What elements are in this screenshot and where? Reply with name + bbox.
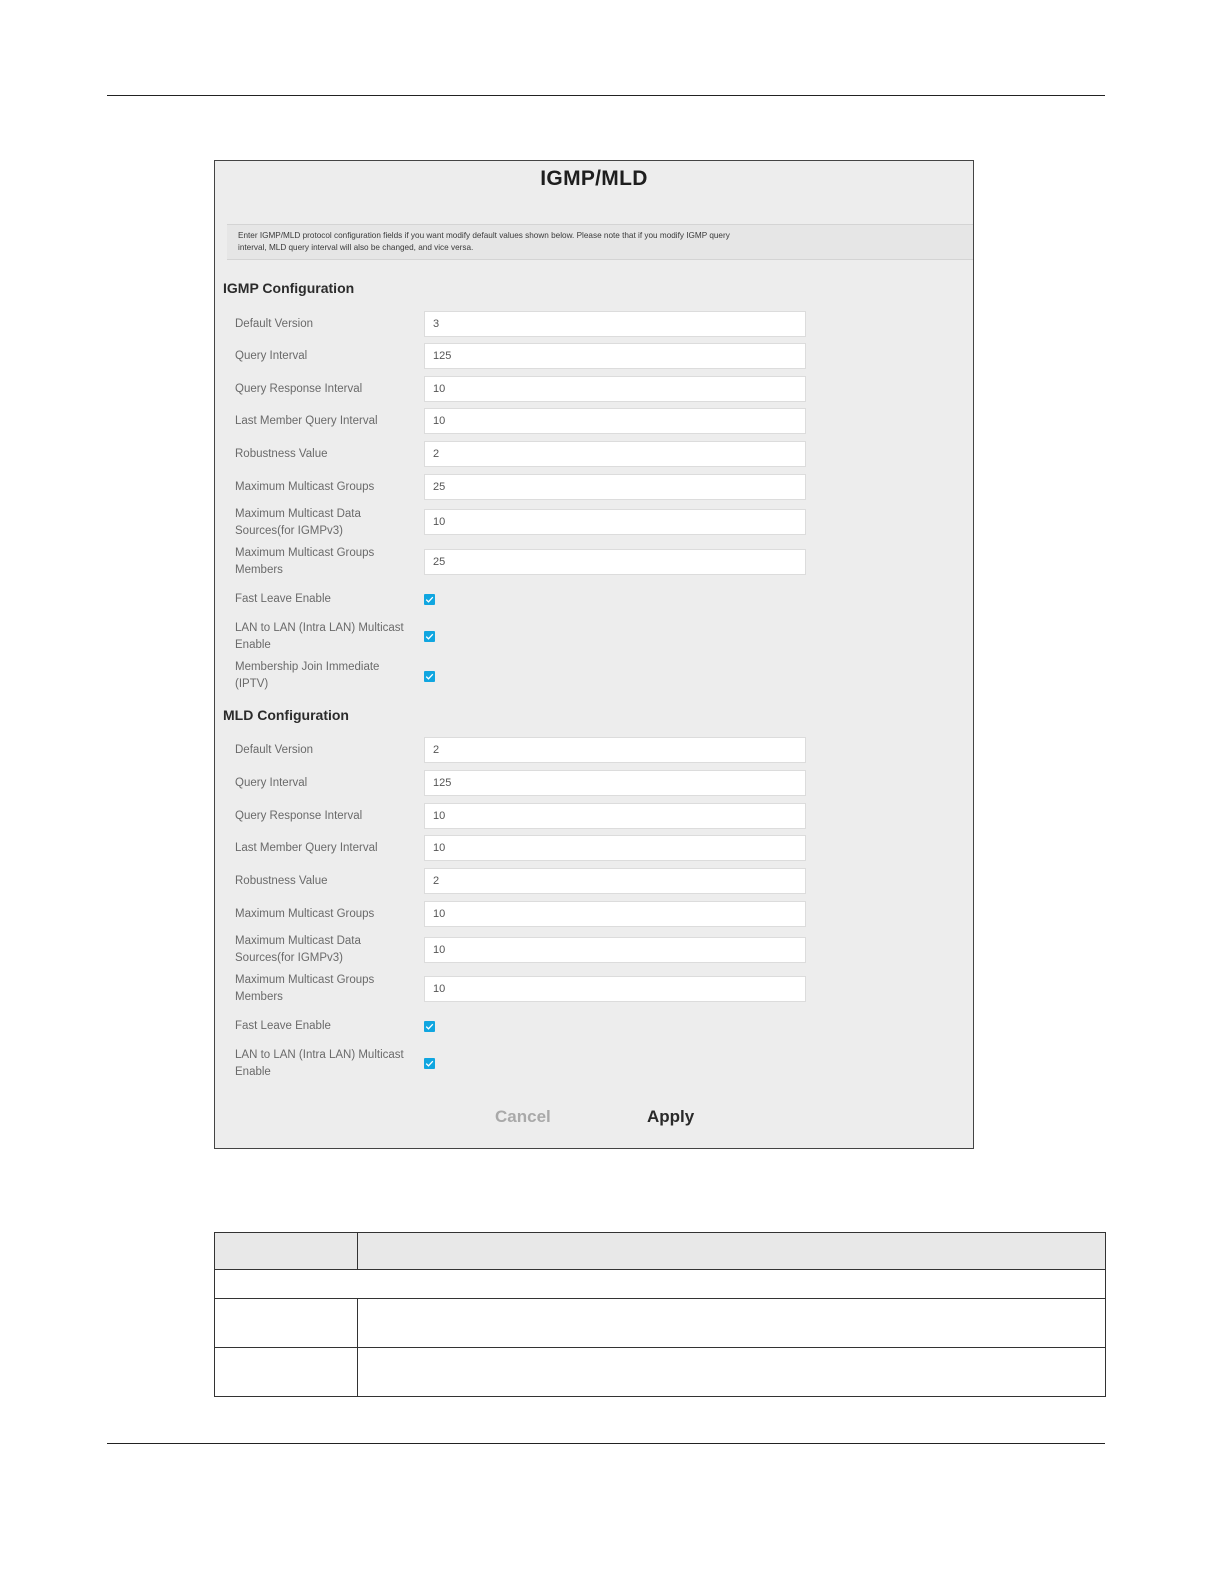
mld-robustness-value-input[interactable]: 2 — [424, 868, 806, 894]
field-label: Maximum Multicast Data Sources(for IGMPv3) — [235, 508, 361, 537]
description-table — [214, 1232, 1106, 1397]
field-label: Fast Leave Enable — [235, 593, 331, 605]
igmp-membership-join-checkbox[interactable] — [424, 671, 435, 682]
field-label: Robustness Value — [235, 875, 328, 887]
mld-default-version-input[interactable]: 2 — [424, 737, 806, 763]
igmp-last-member-query-interval-input[interactable]: 10 — [424, 408, 806, 434]
field-label: Query Interval — [235, 350, 308, 362]
igmp-section-title: IGMP Configuration — [223, 280, 355, 296]
table-divider — [357, 1233, 358, 1269]
info-note — [227, 224, 973, 260]
mld-query-response-interval-input[interactable]: 10 — [424, 803, 806, 829]
table-header-row — [215, 1233, 1105, 1270]
field-label: Last Member Query Interval — [235, 415, 378, 427]
mld-section-title: MLD Configuration — [223, 707, 349, 723]
cancel-button[interactable]: Cancel — [495, 1107, 551, 1126]
field-label: Maximum Multicast Data Sources(for IGMPv3) — [235, 935, 361, 964]
field-label: Query Interval — [235, 777, 308, 789]
field-label: Maximum Multicast Groups — [235, 908, 375, 920]
info-note-text: Enter IGMP/MLD protocol configuration fields if you want modify default values shown below. Please note that if you modify IGMP query interval, MLD query interval will also be changed, and vice versa. — [238, 231, 730, 252]
igmp-robustness-value-input[interactable]: 2 — [424, 441, 806, 467]
field-label: LAN to LAN (Intra LAN) Multicast Enable — [235, 622, 404, 651]
igmp-max-data-sources-input[interactable]: 10 — [424, 509, 806, 535]
igmp-query-response-interval-input[interactable]: 10 — [424, 376, 806, 402]
field-label: Robustness Value — [235, 448, 328, 460]
footer-rule — [107, 1443, 1105, 1444]
field-label: LAN to LAN (Intra LAN) Multicast Enable — [235, 1049, 404, 1078]
field-label: Default Version — [235, 744, 313, 756]
mld-max-multicast-groups-input[interactable]: 10 — [424, 901, 806, 927]
igmp-query-interval-input[interactable]: 125 — [424, 343, 806, 369]
field-label: Maximum Multicast Groups Members — [235, 974, 375, 1003]
check-icon — [424, 631, 435, 642]
apply-button[interactable]: Apply — [647, 1107, 695, 1126]
mld-max-groups-members-input[interactable]: 10 — [424, 976, 806, 1002]
mld-fast-leave-checkbox[interactable] — [424, 1021, 435, 1032]
table-divider — [215, 1298, 1105, 1299]
check-icon — [424, 671, 435, 682]
page-title: IGMP/MLD — [540, 167, 648, 190]
table-divider — [215, 1347, 1105, 1348]
field-label: Maximum Multicast Groups — [235, 481, 375, 493]
igmp-fast-leave-checkbox[interactable] — [424, 594, 435, 605]
field-label: Query Response Interval — [235, 810, 363, 822]
check-icon — [424, 1058, 435, 1069]
check-icon — [424, 1021, 435, 1032]
field-label: Query Response Interval — [235, 383, 363, 395]
igmp-lan-to-lan-checkbox[interactable] — [424, 631, 435, 642]
check-icon — [424, 594, 435, 605]
igmp-max-groups-members-input[interactable]: 25 — [424, 549, 806, 575]
mld-last-member-query-interval-input[interactable]: 10 — [424, 835, 806, 861]
igmp-default-version-input[interactable]: 3 — [424, 311, 806, 337]
field-label: Membership Join Immediate (IPTV) — [235, 661, 380, 690]
field-label: Last Member Query Interval — [235, 842, 378, 854]
header-rule — [107, 95, 1105, 96]
field-label: Default Version — [235, 318, 313, 330]
field-label: Maximum Multicast Groups Members — [235, 547, 375, 576]
mld-lan-to-lan-checkbox[interactable] — [424, 1058, 435, 1069]
mld-max-data-sources-input[interactable]: 10 — [424, 937, 806, 963]
field-label: Fast Leave Enable — [235, 1020, 331, 1032]
igmp-mld-panel — [214, 160, 974, 1149]
mld-query-interval-input[interactable]: 125 — [424, 770, 806, 796]
igmp-max-multicast-groups-input[interactable]: 25 — [424, 474, 806, 500]
